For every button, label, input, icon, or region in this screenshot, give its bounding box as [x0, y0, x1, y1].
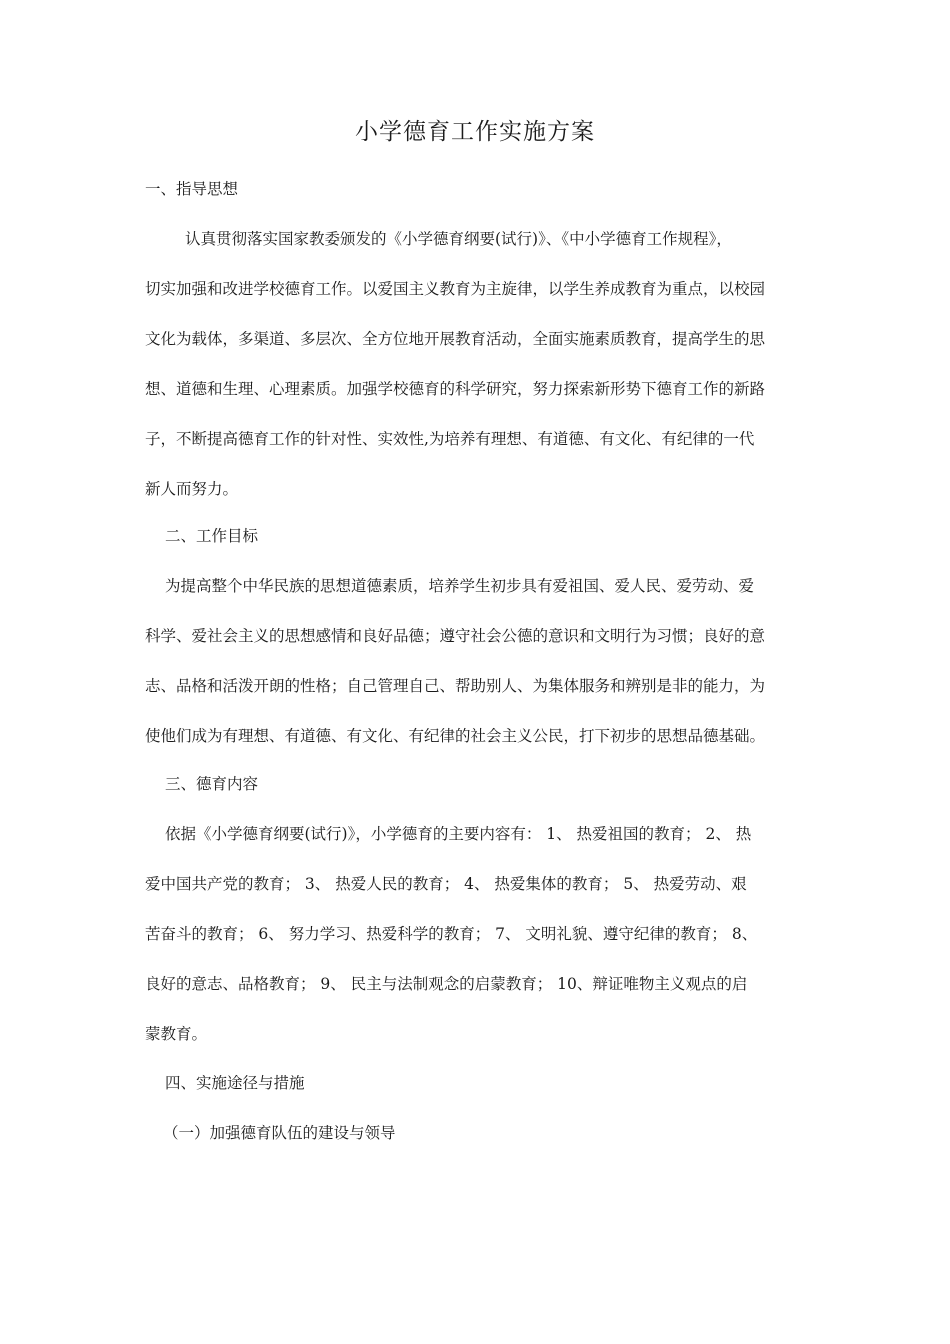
paragraph-line: 依据《小学德育纲要(试行)》，小学德育的主要内容有： 1、 热爱祖国的教育； 2、 热 — [165, 825, 752, 843]
subsection-heading-1: （一）加强德育队伍的建设与领导 — [163, 1124, 396, 1142]
paragraph-line: 为提高整个中华民族的思想道德素质，培养学生初步具有爱祖国、爱人民、爱劳动、爱 — [165, 577, 755, 595]
section-3-paragraph — [145, 809, 809, 1059]
section-2-paragraph — [145, 561, 809, 761]
paragraph-line: 爱中国共产党的教育； 3、 热爱人民的教育； 4、 热爱集体的教育； 5、 热爱劳动、艰 — [145, 875, 747, 893]
paragraph-line: 新人而努力。 — [145, 480, 239, 498]
document-title: 小学德育工作实施方案 — [355, 119, 595, 145]
paragraph-line: 想、道德和生理、心理素质。加强学校德育的科学研究，努力探索新形势下德育工作的新路 — [145, 380, 766, 398]
paragraph-line: 苦奋斗的教育； 6、 努力学习、热爱科学的教育； 7、 文明礼貌、遵守纪律的教育； 8、 — [145, 925, 758, 943]
paragraph-line: 认真贯彻落实国家教委颁发的《小学德育纲要(试行)》、《中小学德育工作规程》， — [185, 230, 732, 248]
paragraph-line: 切实加强和改进学校德育工作。以爱国主义教育为主旋律，以学生养成教育为重点，以校园 — [145, 280, 766, 298]
paragraph-line: 蒙教育。 — [145, 1025, 208, 1043]
paragraph-line: 志、品格和活泼开朗的性格；自己管理自己、帮助别人、为集体服务和辨别是非的能力，为 — [145, 677, 766, 695]
paragraph-line: 科学、爱社会主义的思想感情和良好品德；遵守社会公德的意识和文明行为习惯；良好的意 — [145, 627, 766, 645]
section-1-paragraph — [145, 214, 809, 514]
section-heading-2: 二、工作目标 — [165, 527, 259, 545]
paragraph-line: 使他们成为有理想、有道德、有文化、有纪律的社会主义公民，打下初步的思想品德基础。 — [145, 727, 766, 745]
paragraph-line: 子，不断提高德育工作的针对性、实效性,为培养有理想、有道德、有文化、有纪律的一代 — [145, 430, 755, 448]
section-heading-3: 三、德育内容 — [165, 775, 259, 793]
section-heading-1: 一、指导思想 — [145, 180, 239, 198]
paragraph-line: 文化为载体，多渠道、多层次、全方位地开展教育活动，全面实施素质教育，提高学生的思 — [145, 330, 766, 348]
section-heading-4: 四、实施途径与措施 — [165, 1074, 305, 1092]
paragraph-line: 良好的意志、品格教育； 9、 民主与法制观念的启蒙教育； 10、辩证唯物主义观点的启 — [145, 975, 748, 993]
